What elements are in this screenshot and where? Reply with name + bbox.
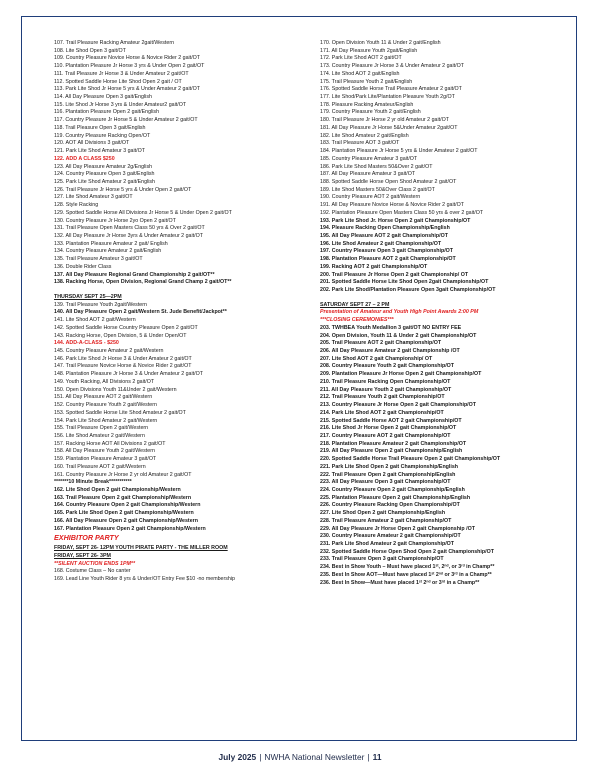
class-entry: 235. Best In Show AOT—Must have placed 1st 2nd or 3rd in a Champ**	[320, 571, 492, 578]
class-entry: 135. Trail Pleasure Amateur 3 gait/OT	[54, 256, 143, 263]
footer-page-number: 11	[372, 752, 382, 762]
class-entry: 206. All Day Pleasure Amateur 2 gait Championship /OT	[320, 348, 460, 355]
class-entry: 207. Lite Shod AOT 2 gait Championship/ OT	[320, 355, 433, 362]
class-entry: 174. Lite Shod AOT 2 gait/English	[320, 70, 400, 77]
class-entry: 115. Lite Shod Jr Horse 3 yrs & Under Amateur2 gait/OT	[54, 101, 187, 108]
class-entry: 176. Spotted Saddle Horse Trail Pleasure Amateur 2 gait/OT	[320, 86, 462, 93]
class-entry: 234. Best in Show Youth – Must have placed 1st, 2nd, or 3rd in Champ**	[320, 564, 495, 571]
class-entry: 114. All Day Pleasure Open 3 gait/English	[54, 94, 152, 101]
class-entry: 226. Country Pleasure Racking Open Championship/OT	[320, 502, 460, 509]
class-entry: 228. Trail Pleasure Amateur 2 gait Championship/OT	[320, 517, 452, 524]
class-entry: 136. Double Rider Class	[54, 263, 112, 270]
class-entry: 217. Country Pleasure AOT 2 gait Championship/OT	[320, 432, 451, 439]
class-entry: 130. Country Pleasure Jr Horse 2yo Open 2 gait/OT	[54, 217, 176, 224]
class-entry: 117. Country Pleasure Jr Horse 5 & Under Amateur 2 gait/OT	[54, 117, 198, 124]
class-entry: 132. All Day Pleasure Jr Horse 3yrs & Under Amateur 2 gait/OT	[54, 232, 203, 239]
class-entry: 126. Trail Pleasure Jr Horse 5 yrs & Under Open 2 gait/OT	[54, 186, 192, 193]
class-entry: *******10 Minute Break***********	[54, 479, 132, 486]
class-entry: 203. TWHBEA Youth Medallion 3 gait/OT NO ENTRY FEE	[320, 324, 462, 331]
class-entry: 212. Trail Pleasure Youth 2 gait Championship/OT	[320, 394, 445, 401]
class-entry: 150. Open Divisions Youth 11&Under 2 gait/Western	[54, 386, 177, 393]
schedule-note: 144. ADD-A-CLASS - $250	[54, 340, 119, 347]
class-entry: 134. Country Pleasure Amateur 2 gait/English	[54, 248, 162, 255]
class-entry: 166. All Day Pleasure Open 2 gait Championship/Western	[54, 517, 198, 524]
class-entry: 170. Open Division Youth 11 & Under 2 gait/English	[320, 40, 441, 46]
section-spacer	[320, 295, 578, 302]
class-entry: 148. Plantation Pleasure Jr Horse 3 & Under Amateur 2 gait/OT	[54, 371, 203, 378]
class-entry: 120. AOT All Divisions 3 gait/OT	[54, 140, 130, 147]
class-entry: 214. Park Lite Shod AOT 2 gait Championship/OT	[320, 409, 444, 416]
class-entry: 139. Trail Pleasure Youth 2gait/Western	[54, 301, 147, 308]
schedule-day-heading: FRIDAY, SEPT 26- 12PM YOUTH PIRATE PARTY - THE MILLER ROOM	[54, 545, 228, 552]
class-entry: 224. Country Pleasure Open 2 gait Championship/English	[320, 486, 465, 493]
class-entry: 209. Plantation Pleasure Jr Horse Open 2 gait Championship/OT	[320, 371, 482, 378]
class-entry: 177. Lite Shod/Park Lite/Plantation Pleasure Youth 2g/OT	[320, 94, 455, 101]
class-entry: 160. Trail Pleasure AOT 2 gait/Western	[54, 463, 146, 470]
schedule-day-heading: THURSDAY SEPT 25—2PM	[54, 294, 122, 300]
class-entry: 221. Park Lite Shod Open 2 gait Championship/English	[320, 463, 459, 470]
class-entry: 151. All Day Pleasure AOT 2 gait/Western	[54, 394, 153, 401]
class-entry: 142. Spotted Saddle Horse Country Pleasure Open 2 gait/OT	[54, 324, 198, 331]
class-entry: 124. Country Pleasure Open 3 gait/English	[54, 171, 155, 178]
class-entry: 131. Trail Pleasure Open Masters Class 50 yrs & Over 2 gait/OT	[54, 225, 205, 232]
class-entry: 211. All Day Pleasure Youth 2 gait Championship/OT	[320, 386, 452, 393]
class-entry: 215. Spotted Saddle Horse AOT 2 gait Championship/OT	[320, 417, 462, 424]
class-entry: 118. Trail Pleasure Open 3 gait/English	[54, 124, 146, 131]
class-entry: 208. Country Pleasure Youth 2 gait Championship/OT	[320, 363, 455, 370]
class-entry: 201. Spotted Saddle Horse Lite Shod Open 2gait Championship/OT	[320, 279, 489, 286]
class-entry: 163. Trail Pleasure Open 2 gait Championship/Western	[54, 494, 192, 501]
footer-date: July 2025	[218, 752, 257, 762]
class-entry: 165. Park Lite Shod Open 2 gait Championship/Western	[54, 510, 194, 517]
class-entry: 232. Spotted Saddle Horse Open Shod Open 2 gait Championship/OT	[320, 548, 494, 555]
class-entry: 159. Plantation Pleasure Amateur 3 gait/OT	[54, 456, 157, 463]
class-entry: 188. Spotted Saddle Horse Open Shod Amateur 2 gait/OT	[320, 178, 457, 185]
class-list-left-column	[54, 40, 316, 584]
class-entry: 197. Country Pleasure Open 3 gait Championship/OT	[320, 248, 454, 255]
class-entry: 112. Spotted Saddle Horse Lite Shod Open 2 gait / OT	[54, 78, 182, 85]
class-entry: 171. All Day Pleasure Youth 2gait/English	[320, 47, 418, 54]
class-entry: 192. Plantation Pleasure Open Masters Class 50 yrs & over 2 gait/OT	[320, 209, 484, 216]
schedule-note: ***CLOSING CEREMONIES***	[320, 317, 394, 324]
page-footer	[0, 752, 600, 762]
class-entry: 133. Plantation Pleasure Amateur 2 gait/ English	[54, 240, 168, 247]
class-entry: 229. All Day Pleasure Jr Horse Open 2 gait Championship /OT	[320, 525, 475, 532]
class-entry: 107. Trail Pleasure Racking Amateur 2gait/Western	[54, 40, 175, 46]
class-entry: 113. Park Lite Shod Jr Horse 5 yrs & Under Amateur 2 gait/OT	[54, 86, 200, 93]
class-entry: 140. All Day Pleasure Open 2 gait/Western St. Jude Benefit/Jackpot**	[54, 309, 227, 316]
class-entry: 108. Lite Shod Open 3 gait/OT	[54, 47, 126, 54]
class-entry: 152. Country Pleasure Youth 2 gait/Western	[54, 402, 157, 409]
class-entry: 179. Country Pleasure Youth 2 gait/English	[320, 109, 421, 116]
class-entry: 145. Country Pleasure Amateur 2 gait/Western	[54, 348, 164, 355]
class-entry: 187. All Day Pleasure Amateur 3 gait/OT	[320, 171, 416, 178]
schedule-note: EXHIBITOR PARTY	[54, 533, 119, 543]
class-entry: 230. Country Pleasure Amateur 2 gait Championship/OT	[320, 533, 461, 540]
class-entry: 154. Park Lite Shod Amateur 2 gait/Western	[54, 417, 158, 424]
footer-title: NWHA National Newsletter	[264, 752, 365, 762]
class-entry: 194. Pleasure Racking Open Championship/English	[320, 225, 450, 232]
class-entry: 204. Open Division, Youth 11 & Under 2 gait Championship/OT	[320, 332, 477, 339]
class-entry: 180. Trail Pleasure Jr Horse 2 yr old Amateur 2 gait/OT	[320, 117, 449, 124]
class-entry: 168. Costume Class – No canter	[54, 568, 131, 575]
class-entry: 161. Country Pleasure Jr Horse 2 yr old Amateur 2 gait/OT	[54, 471, 192, 478]
class-entry: 231. Park Lite Shod Amateur 2 gait Championship/OT	[320, 541, 455, 547]
class-entry: 191. All Day Pleasure Novice Horse & Novice Rider 2 gait/OT	[320, 202, 464, 209]
class-entry: 146. Park Lite Shod Jr Horse 3 & Under Amateur 2 gait/OT	[54, 355, 192, 362]
class-entry: 220. Spotted Saddle Horse Trail Pleasure Open 2 gait Championship/OT	[320, 456, 501, 463]
class-entry: 190. Country Pleasure AOT 2 gait/Western	[320, 194, 421, 201]
class-entry: 205. Trail Pleasure AOT 2 gait Championship/OT	[320, 340, 442, 347]
class-entry: 109. Country Pleasure Novice Horse & Novice Rider 2 gait/OT	[54, 55, 201, 62]
class-entry: 173. Country Pleasure Jr Horse 3 & Under Amateur 2 gait/OT	[320, 63, 464, 70]
class-entry: 200. Trail Pleasure Jr Horse Open 2 gait Championship/ OT	[320, 271, 469, 278]
class-entry: 141. Lite Shod AOT 2 gait/Western	[54, 317, 136, 324]
class-entry: 199. Racking AOT 2 gait Championship/OT	[320, 263, 428, 270]
class-entry: 125. Park Lite Shod Amateur 2 gait/English	[54, 178, 155, 185]
class-entry: 184. Plantation Pleasure Jr Horse 5 yrs & Under Amateur 2 gait/OT	[320, 148, 478, 155]
class-entry: 227. Lite Shod Open 2 gait Championship/English	[320, 510, 446, 517]
class-entry: 219. All Day Pleasure Open 2 gait Championship/English	[320, 448, 463, 455]
class-entry: 186. Park Lite Shod Masters 50&Over 2 gait/OT	[320, 163, 433, 170]
class-entry: 189. Lite Shod Masters 50&Over Class 2 gait/OT	[320, 186, 435, 193]
schedule-note: 122. ADD A CLASS $250	[54, 155, 115, 162]
class-entry: 137. All Day Pleasure Regional Grand Championship 2 gait/OT**	[54, 271, 215, 278]
class-entry: 195. All Day Pleasure AOT 2 gait Championship/OT	[320, 232, 448, 239]
class-entry: 128. Style Racking	[54, 202, 99, 209]
class-entry: 155. Trail Pleasure Open 2 gait/Western	[54, 425, 149, 432]
class-entry: 216. Lite Shod Jr Horse Open 2 gait Championship/OT	[320, 425, 457, 432]
class-entry: 178. Pleasure Racking Amateur/English	[320, 101, 414, 108]
class-entry: 147. Trail Pleasure Novice Horse & Novice Rider 2 gait/OT	[54, 363, 192, 370]
class-entry: 127. Lite Shod Amateur 3 gait/OT	[54, 194, 133, 201]
class-entry: 167. Plantation Pleasure Open 2 gait Championship/Western	[54, 525, 206, 532]
class-list-right-column	[320, 40, 578, 587]
class-entry: 183. Trail Pleasure AOT 3 gait/OT	[320, 140, 400, 147]
class-entry: 236. Best In Show—Must have placed 1st 2nd or 3rd in a Champ**	[320, 579, 480, 586]
class-entry: 182. Lite Shod Amateur 2 gait/English	[320, 132, 409, 139]
schedule-day-heading: SATURDAY SEPT 27 – 2 PM	[320, 301, 390, 308]
class-entry: 193. Park Lite Shod Jr. Horse Open 2 gait Championship/OT	[320, 217, 471, 224]
class-entry: 110. Plantation Pleasure Jr Horse 3 yrs & Under Open 2 gait/OT	[54, 63, 205, 70]
class-entry: 185. Country Pleasure Amateur 3 gait/OT	[320, 155, 418, 162]
class-entry: 196. Lite Shod Amateur 2 gait Championship/OT	[320, 240, 442, 247]
class-entry: 202. Park Lite Shod/Plantation Pleasure Open 3gait Championship/OT	[320, 287, 496, 293]
class-entry: 119. Country Pleasure Racking Open/OT	[54, 132, 151, 139]
class-entry: 111. Trail Pleasure Jr Horse 3 & Under Amateur 2 gait/OT	[54, 70, 189, 77]
class-entry: 157. Racking Horse AOT All Divisions 2 gait/OT	[54, 440, 166, 447]
class-entry: 121. Park Lite Shod Amateur 3 gait/OT	[54, 148, 145, 155]
class-entry: 175. Trail Pleasure Youth 2 gait/English	[320, 78, 413, 85]
class-entry: 225. Plantation Pleasure Open 2 gait Championship/English	[320, 494, 471, 501]
class-entry: 169. Lead Line Youth Rider 8 yrs & Under/OT Entry Fee $10 -no membership	[54, 576, 235, 583]
footer-separator: |	[259, 752, 262, 762]
class-entry: 153. Spotted Saddle Horse Lite Shod Amateur 2 gait/OT	[54, 409, 186, 416]
class-entry: 164. Country Pleasure Open 2 gait Championship/Western	[54, 502, 201, 509]
class-entry: 223. All Day Pleasure Open 3 gait Championship/OT	[320, 479, 451, 486]
class-entry: 210. Trail Pleasure Racking Open Championship/OT	[320, 378, 451, 385]
class-entry: 181. All Day Pleasure Jr Horse 5&Under Amateur 2gait/OT	[320, 124, 458, 131]
class-entry: 222. Trail Pleasure Open 2 gait Championship/English	[320, 471, 456, 478]
schedule-day-heading: FRIDAY, SEPT 26- 3PM	[54, 553, 111, 559]
section-spacer	[54, 287, 316, 294]
class-entry: 156. Lite Shod Amateur 2 gait/Western	[54, 432, 145, 439]
class-entry: 218. Plantation Pleasure Amateur 2 gait Championship/OT	[320, 440, 467, 447]
class-entry: 129. Spotted Saddle Horse All Divisions Jr Horse 5 & Under Open 2 gait/OT	[54, 209, 232, 216]
class-entry: 123. All Day Pleasure Amateur 2g/English	[54, 163, 153, 170]
schedule-note: **SILENT AUCTION ENDS 1PM**	[54, 560, 136, 567]
class-entry: 138. Racking Horse, Open Division, Regional Grand Champ 2 gait/OT**	[54, 279, 232, 286]
class-entry: 143. Racking Horse, Open Division, 5 & Under Open/OT	[54, 332, 187, 339]
class-entry: 198. Plantation Pleasure AOT 2 gait Championship/OT	[320, 256, 456, 263]
footer-separator: |	[367, 752, 370, 762]
class-entry: 116. Plantation Pleasure Open 2 gait/English	[54, 109, 160, 116]
schedule-note: Presentation of Amateur and Youth High Point Awards 2:00 PM	[320, 309, 479, 316]
class-entry: 213. Country Pleasure Jr Horse Open 2 gait Championship/OT	[320, 402, 477, 409]
class-entry: 233. Trail Pleasure Open 3 gait Championship/OT	[320, 556, 444, 563]
class-entry: 149. Youth Racking, All Divisions 2 gait/OT	[54, 378, 155, 385]
class-entry: 162. Lite Shod Open 2 gait Championship/Western	[54, 486, 181, 493]
class-entry: 172. Park Lite Shod AOT 2 gait/OT	[320, 55, 402, 62]
class-entry: 158. All Day Pleasure Youth 2 gait/Western	[54, 448, 155, 455]
